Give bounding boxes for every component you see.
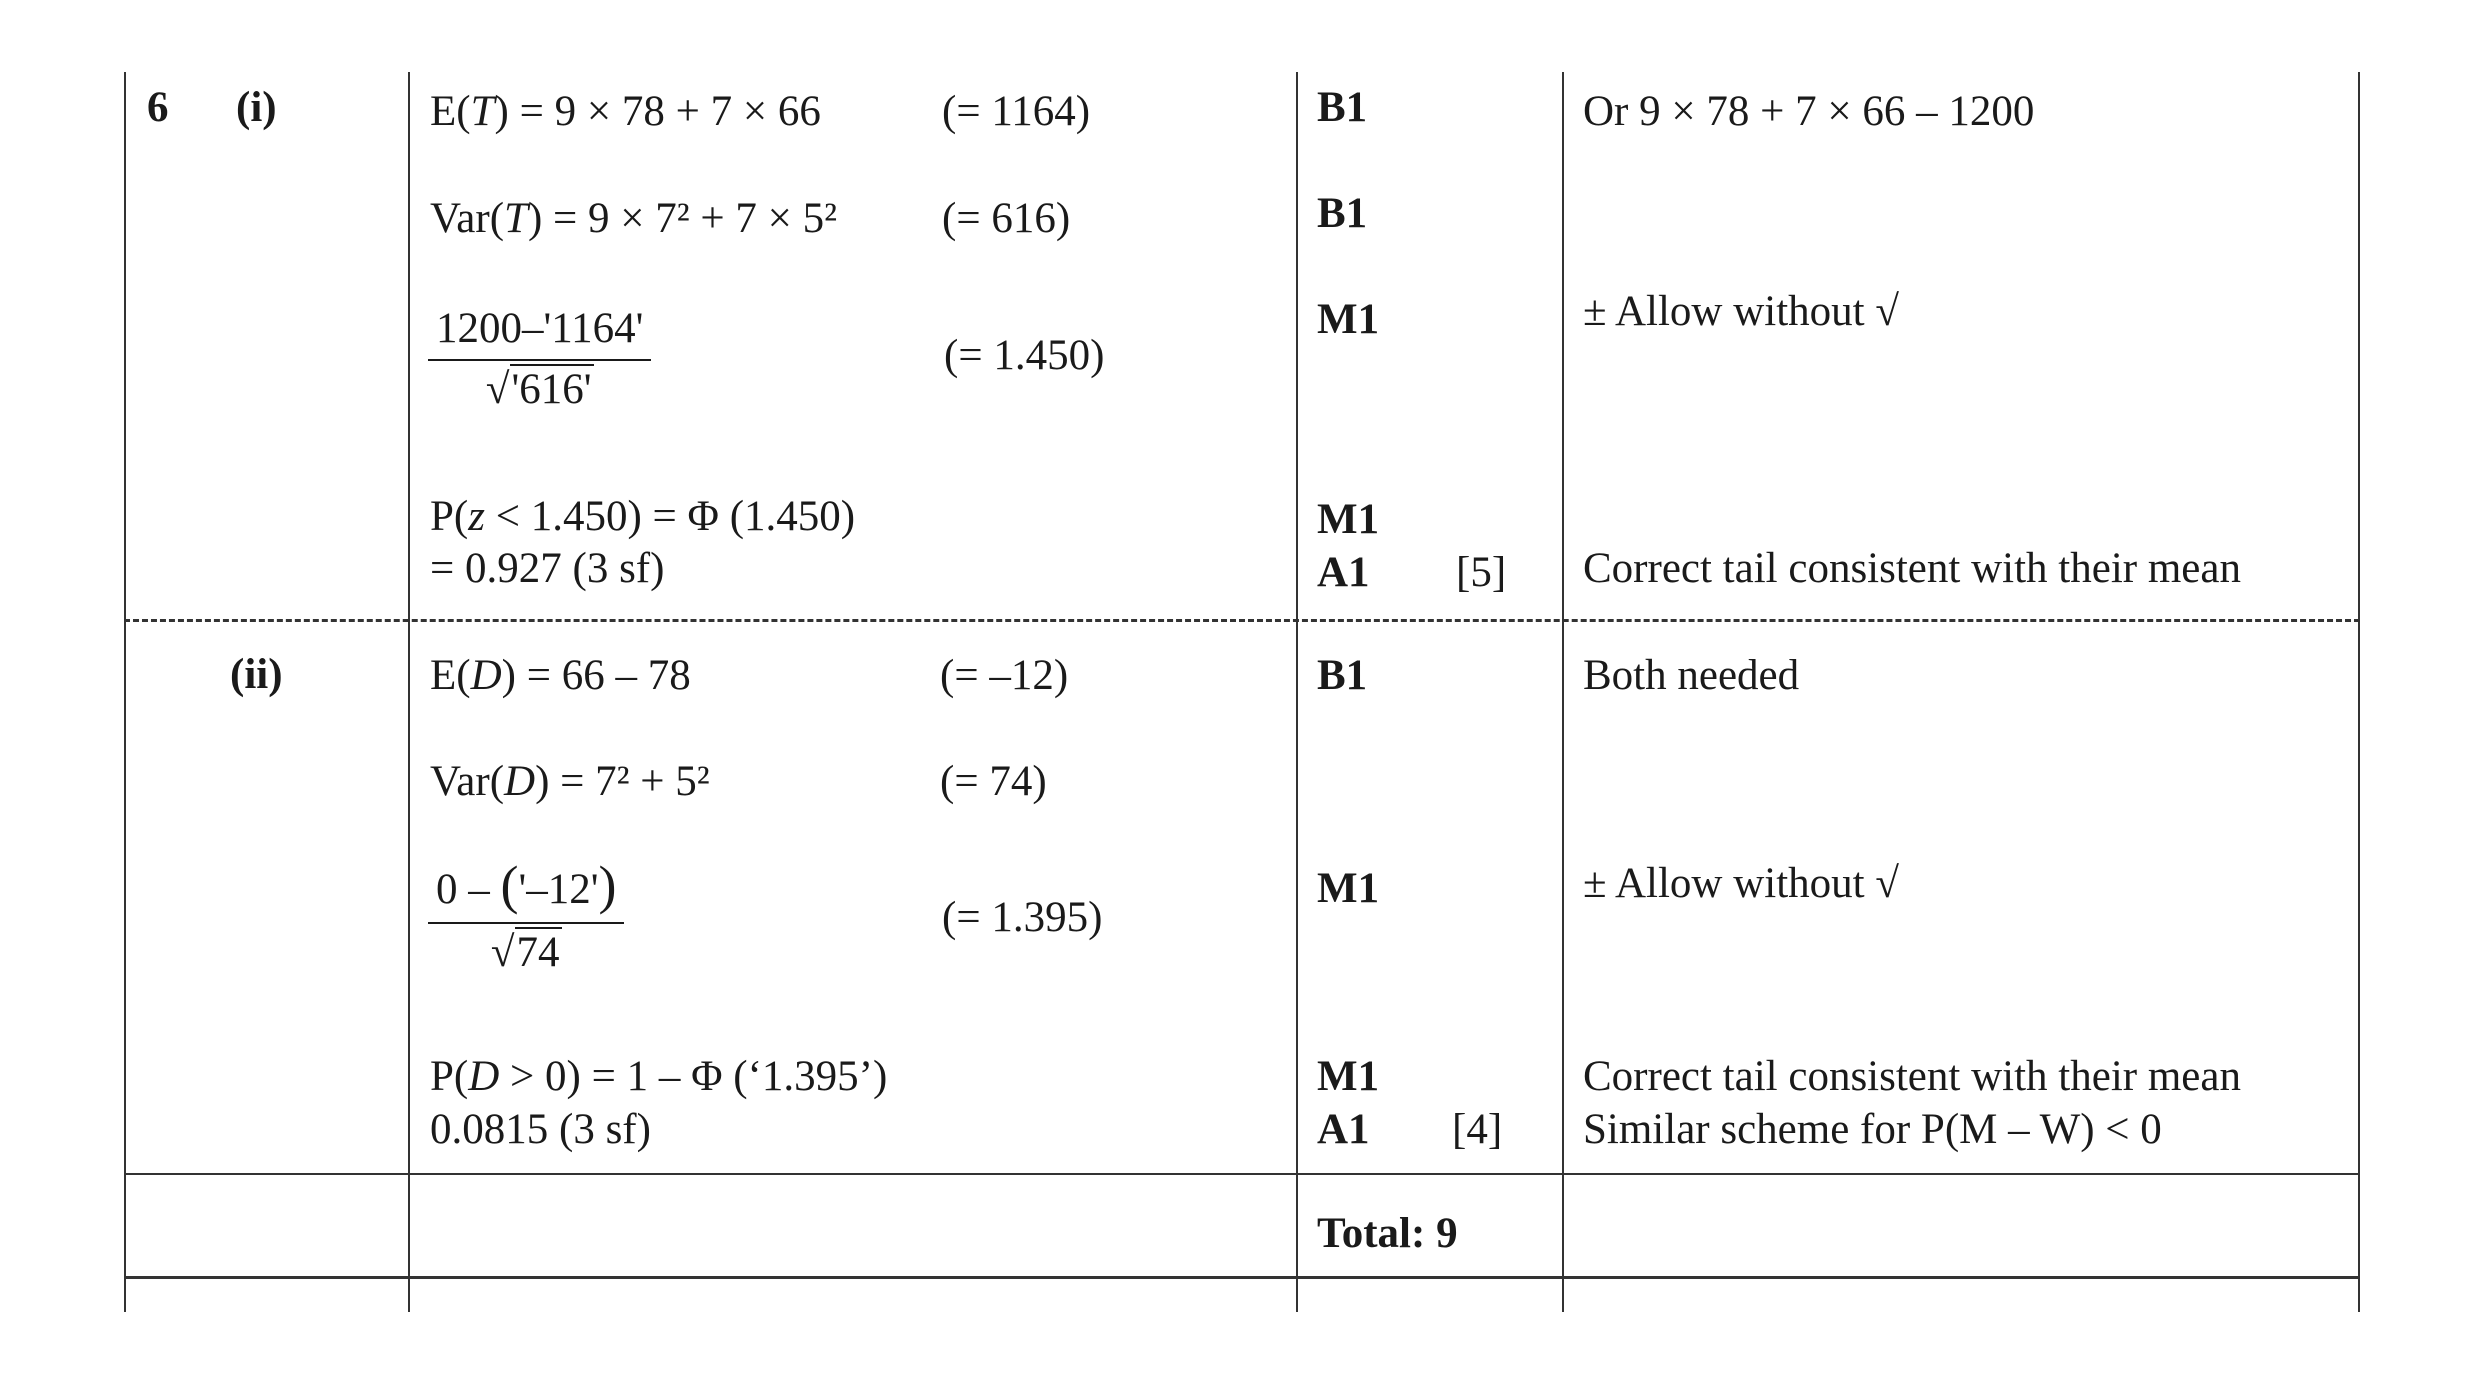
fraction-denominator: √'616'	[485, 366, 592, 413]
guidance-note: Correct tail consistent with their mean	[1583, 1053, 2241, 1100]
mark-code: M1	[1317, 1053, 1380, 1100]
standardising-fraction	[428, 304, 651, 414]
grid-line-part	[408, 72, 410, 1312]
intermediate-result: (= –12)	[940, 652, 1069, 699]
question-number: 6	[147, 84, 169, 131]
part-ii-label: (ii)	[230, 651, 283, 698]
mark-code: M1	[1317, 865, 1380, 912]
mark-code: B1	[1317, 190, 1368, 237]
work-line: = 0.927 (3 sf)	[430, 545, 665, 592]
intermediate-result: (= 1.395)	[942, 894, 1103, 941]
intermediate-result: (= 616)	[942, 195, 1071, 242]
guidance-note: Or 9 × 78 + 7 × 66 – 1200	[1583, 88, 2035, 135]
question-total: Total: 9	[1317, 1210, 1458, 1257]
grid-line-note	[1562, 72, 1564, 1312]
mark-code: A1	[1317, 549, 1370, 596]
guidance-note: ± Allow without √	[1583, 288, 1899, 335]
part-divider	[124, 619, 2360, 622]
fraction-numerator: 1200–'1164'	[428, 304, 651, 361]
work-line: P(z < 1.450) = Φ (1.450)	[430, 493, 856, 540]
intermediate-result: (= 1164)	[942, 88, 1091, 135]
part-total: [4]	[1452, 1106, 1503, 1153]
mark-code: M1	[1317, 496, 1380, 543]
work-line: Var(D) = 7² + 5²	[430, 758, 710, 805]
work-line: Var(T) = 9 × 7² + 7 × 5²	[430, 195, 838, 242]
work-line: P(D > 0) = 1 – Φ (‘1.395’)	[430, 1053, 888, 1100]
work-line: E(D) = 66 – 78	[430, 652, 691, 699]
summary-top-line	[124, 1173, 2360, 1175]
summary-bottom-line	[124, 1276, 2360, 1279]
intermediate-result: (= 1.450)	[944, 332, 1105, 379]
mark-code: A1	[1317, 1106, 1370, 1153]
fraction-numerator: 0 – ('–12')	[428, 854, 624, 924]
mark-code: B1	[1317, 84, 1368, 131]
guidance-note: Similar scheme for P(M – W) < 0	[1583, 1106, 2162, 1153]
guidance-note: Correct tail consistent with their mean	[1583, 545, 2241, 592]
grid-line-mark	[1296, 72, 1298, 1312]
part-i-label: (i)	[236, 84, 277, 131]
grid-line-right	[2358, 72, 2360, 1312]
work-line: 0.0815 (3 sf)	[430, 1106, 651, 1153]
fraction-denominator: √74	[490, 929, 560, 976]
part-total: [5]	[1456, 549, 1507, 596]
work-line: E(T) = 9 × 78 + 7 × 66	[430, 88, 821, 135]
mark-code: M1	[1317, 296, 1380, 343]
grid-line-left	[124, 72, 126, 1312]
mark-code: B1	[1317, 652, 1368, 699]
guidance-note: Both needed	[1583, 652, 1800, 699]
guidance-note: ± Allow without √	[1583, 860, 1899, 907]
intermediate-result: (= 74)	[940, 758, 1047, 805]
standardising-fraction	[428, 854, 624, 977]
